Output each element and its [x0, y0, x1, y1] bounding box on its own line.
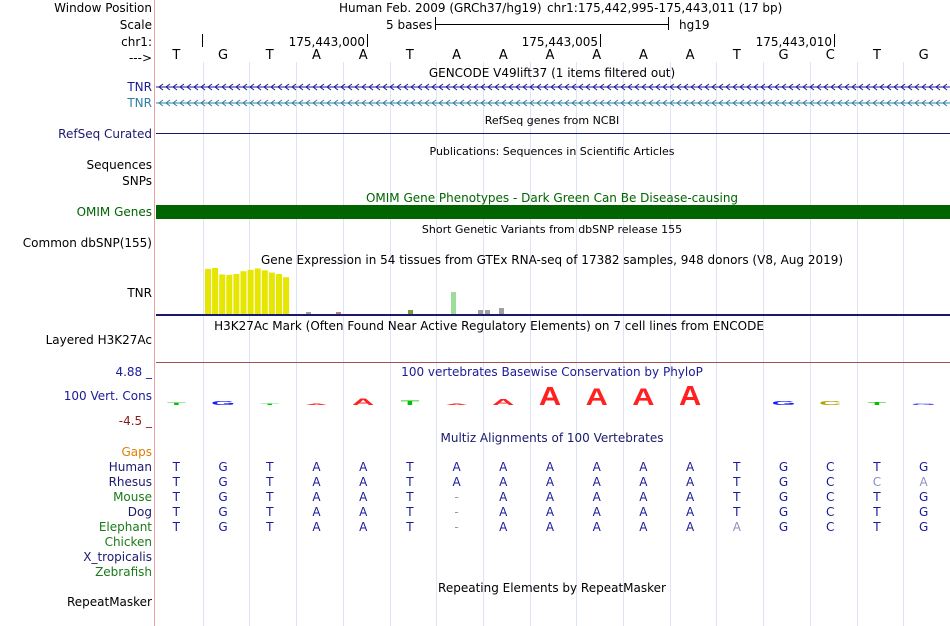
alignment-base: A — [545, 520, 555, 534]
alignment-base: T — [266, 520, 274, 534]
phylop-base-letter: A — [492, 397, 515, 407]
publications-track-title: Publications: Sequences in Scientific Articles — [429, 145, 675, 158]
track-label-common-dbsnp[interactable]: Common dbSNP(155) — [22, 236, 152, 250]
alignment-base: T — [873, 490, 881, 504]
gtex-track-title: Gene Expression in 54 tissues from GTEx RNA-seq of 17382 samples, 948 donors (V8, Aug 2019) — [260, 253, 844, 267]
alignment-base: A — [359, 490, 368, 504]
alignment-base: T — [266, 460, 274, 474]
gtex-tissue-bar — [241, 271, 247, 314]
species-label-human[interactable]: Human — [108, 460, 152, 474]
alignment-base: A — [359, 460, 368, 474]
reference-base: A — [452, 48, 462, 63]
alignment-base: G — [918, 505, 929, 519]
phylop-base-letter: A — [678, 381, 702, 408]
reference-base: T — [265, 48, 274, 63]
reference-base: G — [918, 48, 929, 63]
species-label-mouse[interactable]: Mouse — [113, 490, 152, 504]
reference-base: A — [358, 48, 368, 63]
alignment-base: A — [686, 505, 695, 519]
assembly-text: Human Feb. 2009 (GRCh37/hg19) — [339, 1, 542, 15]
gtex-tissue-bar — [276, 274, 282, 314]
window-position-label: Window Position — [54, 1, 152, 15]
gtex-tissue-bar — [262, 270, 268, 314]
alignment-base: C — [826, 520, 835, 534]
alignment-base: A — [312, 490, 321, 504]
alignment-base: G — [218, 475, 228, 489]
reference-base: A — [592, 48, 602, 63]
alignment-base: T — [873, 460, 881, 474]
gtex-tissue-bar — [269, 273, 275, 314]
alignment-base: G — [218, 490, 228, 504]
alignment-base: - — [454, 520, 459, 534]
alignment-base: T — [733, 460, 741, 474]
panel-divider[interactable] — [154, 0, 155, 626]
phylop-base-letter: T — [260, 403, 280, 406]
alignment-base: A — [639, 490, 648, 504]
gtex-expression-chart[interactable] — [156, 266, 950, 316]
alignment-base: T — [733, 490, 741, 504]
alignment-base: G — [218, 505, 228, 519]
ruler-tick — [834, 34, 835, 47]
alignment-base: A — [592, 520, 601, 534]
ruler-tick-label: 175,443,010 — [755, 35, 832, 49]
alignment-base: T — [406, 490, 414, 504]
alignment-base: A — [639, 505, 648, 519]
alignment-base: A — [686, 475, 695, 489]
gtex-tissue-bar — [255, 268, 261, 314]
alignment-base: A — [499, 475, 508, 489]
phylop-base-letter: G — [771, 400, 796, 407]
reference-base: G — [218, 48, 229, 63]
alignment-base: A — [639, 520, 648, 534]
alignment-base: T — [406, 475, 414, 489]
alignment-base: T — [266, 505, 274, 519]
alignment-base: T — [406, 460, 414, 474]
reference-base: A — [545, 48, 555, 63]
ruler-tick — [202, 34, 203, 47]
alignment-base: A — [499, 505, 508, 519]
alignment-base: T — [733, 505, 741, 519]
reference-base: T — [732, 48, 741, 63]
alignment-base: A — [452, 460, 461, 474]
alignment-base: A — [545, 475, 555, 489]
alignment-base: A — [686, 460, 695, 474]
gtex-tissue-bar — [306, 312, 311, 314]
reference-base: T — [405, 48, 414, 63]
alignment-base: T — [266, 475, 274, 489]
scale-bar — [435, 24, 669, 25]
alignment-base: T — [266, 490, 274, 504]
alignment-base: A — [312, 475, 321, 489]
track-label-tnr-gtex[interactable]: TNR — [127, 286, 152, 300]
alignment-base: C — [872, 475, 882, 489]
gtex-tissue-bar — [205, 269, 211, 314]
ruler-tick-label: 175,443,005 — [521, 35, 598, 49]
track-labels-panel — [0, 0, 155, 626]
repeatmasker-track-title: Repeating Elements by RepeatMasker — [438, 581, 666, 595]
alignment-base: T — [172, 520, 181, 534]
alignment-base: C — [826, 505, 835, 519]
scale-text: 5 bases — [386, 18, 433, 32]
alignment-base: A — [499, 520, 508, 534]
alignment-base: A — [359, 475, 368, 489]
reference-base: T — [872, 48, 881, 63]
alignment-base: A — [452, 475, 461, 489]
ruler-tick-label: 175,443,000 — [288, 35, 365, 49]
alignment-base: G — [918, 520, 929, 534]
track-label-refseq-curated[interactable]: RefSeq Curated — [58, 127, 152, 141]
phylop-min-value: -4.5 _ — [118, 414, 152, 428]
phylop-base-letter: A — [305, 403, 328, 406]
phylop-base-letter: G — [911, 403, 936, 406]
track-label-repeatmasker[interactable]: RepeatMasker — [66, 595, 152, 609]
phylop-base-letter: C — [819, 400, 842, 407]
alignment-base: A — [686, 520, 695, 534]
refseq-gene-line[interactable] — [156, 133, 950, 134]
omim-gene-bar[interactable] — [156, 205, 950, 219]
position-text: chr1:175,442,995-175,443,011 (17 bp) — [547, 1, 783, 15]
gtex-tissue-bar — [219, 274, 225, 314]
tnr-gene-model-2[interactable] — [156, 98, 950, 108]
phylop-base-letter: A — [585, 383, 608, 408]
alignment-base: G — [778, 490, 789, 504]
gencode-track-title: GENCODE V49lift37 (1 items filtered out) — [428, 66, 676, 80]
phylop-base-letter: A — [538, 382, 562, 408]
species-label-elephant[interactable]: Elephant — [98, 520, 152, 534]
gtex-tissue-bar — [212, 268, 218, 314]
dbsnp-track-title: Short Genetic Variants from dbSNP release 155 — [421, 223, 683, 236]
track-label-snps[interactable]: SNPs — [122, 174, 152, 188]
phylop-base-letter: T — [400, 399, 420, 407]
alignment-base: A — [639, 460, 648, 474]
gtex-tissue-bar — [336, 312, 341, 314]
phylop-max-value: 4.88 _ — [115, 365, 152, 379]
alignment-base: - — [454, 490, 459, 504]
species-label-x_tropicalis[interactable]: X_tropicalis — [83, 550, 152, 564]
alignment-base: C — [826, 475, 835, 489]
species-label-dog[interactable]: Dog — [127, 505, 152, 519]
alignment-base: T — [406, 520, 414, 534]
alignment-base: T — [172, 475, 181, 489]
gtex-tissue-bar — [485, 310, 490, 314]
track-label-omim-genes[interactable]: OMIM Genes — [76, 205, 152, 219]
phylop-track-title: 100 vertebrates Basewise Conservation by PhyloP — [401, 365, 703, 379]
species-label-chicken[interactable]: Chicken — [104, 535, 152, 549]
alignment-base: A — [312, 460, 321, 474]
alignment-base: G — [218, 520, 228, 534]
alignment-base: A — [732, 520, 741, 534]
ruler-tick — [600, 34, 601, 47]
ruler-tick — [367, 34, 368, 47]
alignment-base: T — [873, 520, 881, 534]
reference-base: T — [172, 48, 181, 63]
reference-base: G — [778, 48, 789, 63]
alignment-base: G — [918, 460, 929, 474]
scale-label: Scale — [119, 18, 152, 32]
gtex-tissue-bar — [451, 292, 456, 314]
track-label-sequences[interactable]: Sequences — [86, 158, 152, 172]
alignment-base: T — [406, 505, 414, 519]
alignment-base: A — [686, 490, 695, 504]
alignment-base: A — [639, 475, 648, 489]
phylop-base-letter: A — [632, 383, 655, 408]
phylop-base-letter: A — [352, 396, 375, 408]
reference-base: A — [498, 48, 508, 63]
alignment-base: G — [778, 520, 789, 534]
h3k27ac-baseline — [156, 362, 950, 363]
db-text: hg19 — [679, 18, 710, 32]
scale-bar-left-tick — [435, 17, 436, 30]
gtex-tissue-bar — [233, 274, 239, 314]
alignment-base: A — [592, 490, 601, 504]
species-label-zebrafish[interactable]: Zebrafish — [95, 565, 152, 579]
alignment-base: T — [172, 490, 181, 504]
track-label-gaps[interactable]: Gaps — [121, 445, 152, 459]
alignment-base: A — [359, 505, 368, 519]
alignment-base: A — [312, 505, 321, 519]
phylop-conservation-logo[interactable] — [156, 378, 950, 408]
alignment-base: A — [592, 460, 601, 474]
omim-track-title: OMIM Gene Phenotypes - Dark Green Can Be Disease-causing — [365, 191, 739, 205]
gtex-tissue-bar — [408, 310, 413, 314]
alignment-base: G — [778, 505, 789, 519]
alignment-base: G — [778, 460, 789, 474]
phylop-base-letter: G — [211, 400, 236, 407]
alignment-base: A — [359, 520, 368, 534]
track-display-area[interactable] — [156, 0, 950, 626]
alignment-base: A — [545, 505, 555, 519]
track-label-100-vert-cons[interactable]: 100 Vert. Cons — [63, 389, 152, 403]
alignment-base: G — [918, 490, 929, 504]
reference-base: A — [685, 48, 695, 63]
alignment-base: A — [592, 505, 601, 519]
gtex-tissue-bar — [499, 308, 504, 314]
alignment-base: A — [545, 460, 555, 474]
tnr-gene-model[interactable] — [156, 82, 950, 92]
phylop-base-letter: T — [867, 401, 887, 406]
h3k27ac-track-title: H3K27Ac Mark (Often Found Near Active Regulatory Elements) on 7 cell lines from ENCODE — [214, 319, 764, 333]
phylop-base-letter: T — [166, 401, 186, 406]
alignment-base: A — [919, 475, 928, 489]
gtex-tissue-bar — [226, 275, 232, 314]
strand-arrow-label[interactable]: ---> — [128, 51, 152, 65]
track-label-layered-h3k27ac[interactable]: Layered H3K27Ac — [45, 333, 152, 347]
gtex-tissue-bar — [283, 277, 289, 314]
phylop-base-letter: A — [445, 402, 468, 406]
alignment-base: C — [826, 490, 835, 504]
alignment-base: T — [172, 505, 181, 519]
gtex-tissue-bar — [478, 310, 483, 314]
multiz-track-title: Multiz Alignments of 100 Vertebrates — [440, 431, 664, 445]
refseq-track-title: RefSeq genes from NCBI — [484, 114, 620, 127]
track-label-tnr-gencode[interactable]: TNR — [127, 80, 152, 94]
reference-base: C — [825, 48, 835, 63]
reference-base: A — [312, 48, 321, 63]
track-label-tnr-gencode-2[interactable]: TNR — [127, 96, 152, 110]
alignment-base: C — [826, 460, 835, 474]
alignment-base: A — [545, 490, 555, 504]
alignment-base: G — [218, 460, 228, 474]
alignment-base: T — [172, 460, 181, 474]
reference-base: A — [638, 48, 648, 63]
alignment-base: A — [312, 520, 321, 534]
alignment-base: A — [592, 475, 601, 489]
chromosome-label: chr1: — [121, 35, 152, 49]
scale-bar-right-tick — [668, 17, 669, 30]
alignment-base: A — [499, 460, 508, 474]
gtex-tissue-bar — [248, 270, 254, 314]
alignment-base: T — [733, 475, 741, 489]
alignment-base: A — [499, 490, 508, 504]
alignment-base: T — [873, 505, 881, 519]
species-label-rhesus[interactable]: Rhesus — [108, 475, 152, 489]
alignment-base: G — [778, 475, 789, 489]
alignment-base: - — [454, 505, 459, 519]
